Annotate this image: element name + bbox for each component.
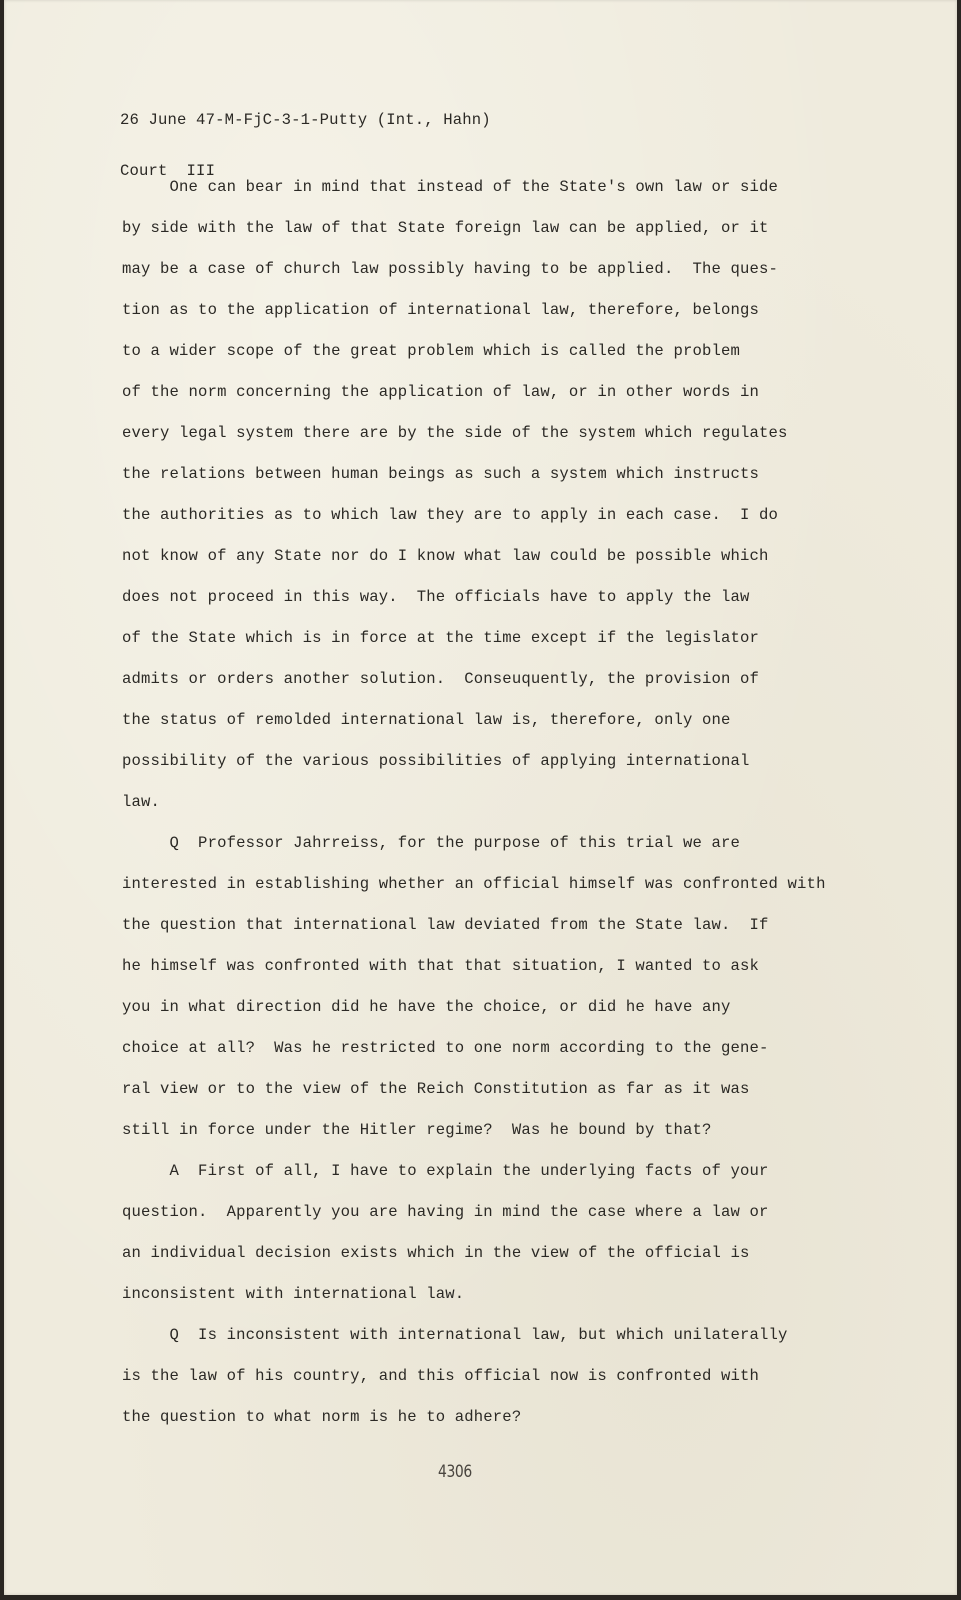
header-court-line: Court III [120,162,216,181]
text-line: to a wider scope of the great problem which is called the problem [122,342,741,360]
text-line: inconsistent with international law. [122,1285,465,1303]
text-line: not know of any State nor do I know what law could be possible which [122,547,769,565]
text-line: by side with the law of that State foreign law can be applied, or it [122,219,769,237]
text-line: One can bear in mind that instead of the State's own law or side [122,178,779,196]
text-line: law. [122,793,161,811]
text-line: still in force under the Hitler regime? Was he bound by that? [122,1121,712,1139]
question-line: Q Professor Jahrreiss, for the purpose of this trial we are [122,834,741,852]
text-line: possibility of the various possibilities of applying international [122,752,750,770]
header-session-line: 26 June 47-M-FjC-3-1-Putty (Int., Hahn) [120,111,491,130]
text-line: may be a case of church law possibly having to be applied. The ques- [122,260,779,278]
text-line: admits or orders another solution. Conseuquently, the provision of [122,670,760,688]
question-line: Q Is inconsistent with international law, but which unilaterally [122,1326,788,1344]
text-line: ral view or to the view of the Reich Constitution as far as it was [122,1080,750,1098]
text-line: choice at all? Was he restricted to one norm according to the gene- [122,1039,769,1057]
text-line: of the norm concerning the application of law, or in other words in [122,383,760,401]
text-line: every legal system there are by the side of the system which regulates [122,424,788,442]
text-line: of the State which is in force at the time except if the legislator [122,629,760,647]
text-line: does not proceed in this way. The officials have to apply the law [122,588,750,606]
text-line: an individual decision exists which in the view of the official is [122,1244,750,1262]
page-number: 4306 [438,1462,472,1482]
text-line: the question to what norm is he to adhere? [122,1408,522,1426]
text-line: he himself was confronted with that that situation, I wanted to ask [122,957,760,975]
text-line: tion as to the application of international law, therefore, belongs [122,301,760,319]
answer-line: A First of all, I have to explain the underlying facts of your [122,1162,769,1180]
text-line: is the law of his country, and this official now is confronted with [122,1367,760,1385]
text-line: the authorities as to which law they are to apply in each case. I do [122,506,779,524]
text-line: question. Apparently you are having in mind the case where a law or [122,1203,769,1221]
text-line: the question that international law deviated from the State law. If [122,916,769,934]
text-line: the relations between human beings as such a system which instructs [122,465,760,483]
document-page [4,0,957,1595]
text-line: interested in establishing whether an official himself was confronted with [122,875,826,893]
text-line: the status of remolded international law is, therefore, only one [122,711,731,729]
text-line: you in what direction did he have the choice, or did he have any [122,998,731,1016]
